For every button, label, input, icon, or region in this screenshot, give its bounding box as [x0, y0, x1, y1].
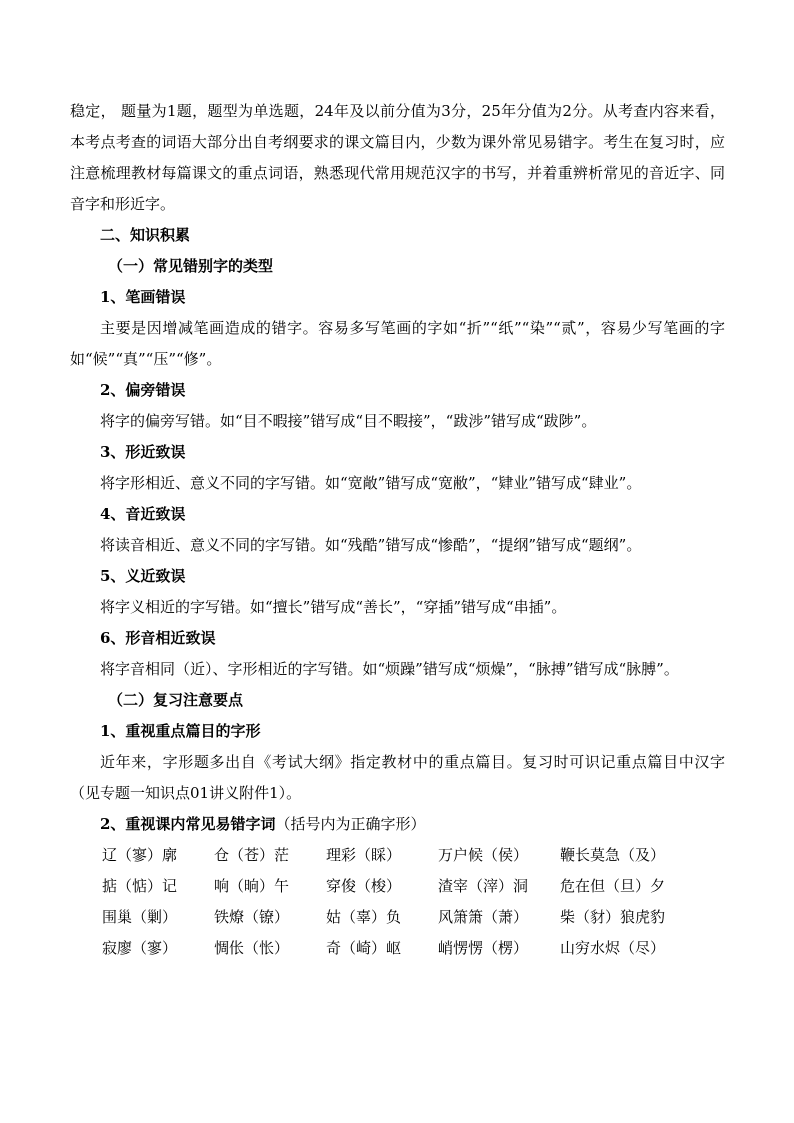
- type-title: 2、偏旁错误: [100, 381, 186, 399]
- word-item: 仓（苍）茫: [214, 846, 290, 864]
- point-title-text: 2、重视课内常见易错字词: [100, 815, 276, 833]
- intro-paragraph: 稳定， 题量为1题，题型为单选题，24年及以前分值为3分，25年分值为2分。从考查内容来看，本考点考查的词语大部分出自考纲要求的课文篇目内，少数为课外常见易错字。考生在复习时，应注意梳理教材每篇课文的重点词语，熟悉现代常用规范汉字的书写，并着重辨析常见的音近字、同音字和形近字。: [70, 102, 725, 213]
- word-item: 鞭长莫急（及）: [560, 846, 666, 864]
- word-item: 响（晌）午: [214, 877, 290, 895]
- word-item: 奇（崎）岖: [326, 939, 402, 957]
- word-item: 理彩（睬）: [326, 846, 402, 864]
- word-item: 姑（辜）负: [326, 908, 402, 926]
- word-item: 穿俊（梭）: [326, 877, 402, 895]
- type-text: 将字音相同（近）、字形相近的字写错。如“烦躁”错写成“烦燥”，“脉搏”错写成“脉膊”。: [100, 660, 679, 678]
- type-title: 6、形音相近致误: [100, 629, 216, 647]
- subsection-heading: （二）复习注意要点: [108, 691, 244, 709]
- word-item: 围巢（剿）: [102, 908, 178, 926]
- word-item: 风箫箫（萧）: [438, 908, 529, 926]
- subsection-heading: （一）常见错别字的类型: [108, 257, 274, 275]
- word-item: 寂廖（寥）: [102, 939, 178, 957]
- type-title: 1、笔画错误: [100, 288, 186, 306]
- type-title: 5、义近致误: [100, 567, 186, 585]
- word-item: 柴（豺）狼虎豹: [560, 908, 666, 926]
- point-title: [70, 809, 725, 840]
- word-item: 惆伥（怅）: [214, 939, 290, 957]
- word-item: 辽（寥）廓: [102, 846, 178, 864]
- type-text: 将字形相近、意义不同的字写错。如“宽敞”错写成“宽敝”，“肄业”错写成“肆业”。: [100, 474, 642, 492]
- word-item: 铁燎（镣）: [214, 908, 290, 926]
- point-title: 1、重视重点篇目的字形: [100, 722, 261, 740]
- word-item: 万户候（侯）: [438, 846, 529, 864]
- type-text: 将字的偏旁写错。如“目不暇接”错写成“目不睱接”，“跋涉”错写成“跋陟”。: [100, 412, 597, 430]
- point-text: 近年来，字形题多出自《考试大纲》指定教材中的重点篇目。复习时可识记重点篇目中汉字（见专题一知识点01讲义附件1）。: [70, 753, 725, 802]
- type-text: 将字义相近的字写错。如“擅长”错写成“善长”，“穿插”错写成“串插”。: [100, 598, 567, 616]
- word-item: 渣宰（滓）洞: [438, 877, 529, 895]
- type-text: 将读音相近、意义不同的字写错。如“残酷”错写成“惨酷”，“提纲”错写成“题纲”。: [100, 536, 642, 554]
- type-title: 4、音近致误: [100, 505, 186, 523]
- document-content: [70, 96, 725, 964]
- section-heading: 二、知识积累: [100, 226, 191, 244]
- word-item: 峭愣愣（楞）: [438, 939, 529, 957]
- type-text: 主要是因增减笔画造成的错字。容易多写笔画的字如“折”“纸”“染”“贰”，容易少写笔画的字如“候”“真”“压”“修”。: [70, 319, 725, 368]
- word-list: [102, 840, 725, 964]
- word-item: 山穷水烬（尽）: [560, 939, 666, 957]
- point-note: （括号内为正确字形）: [275, 815, 426, 833]
- type-title: 3、形近致误: [100, 443, 186, 461]
- word-item: 危在但（旦）夕: [560, 877, 666, 895]
- word-item: 掂（惦）记: [102, 877, 178, 895]
